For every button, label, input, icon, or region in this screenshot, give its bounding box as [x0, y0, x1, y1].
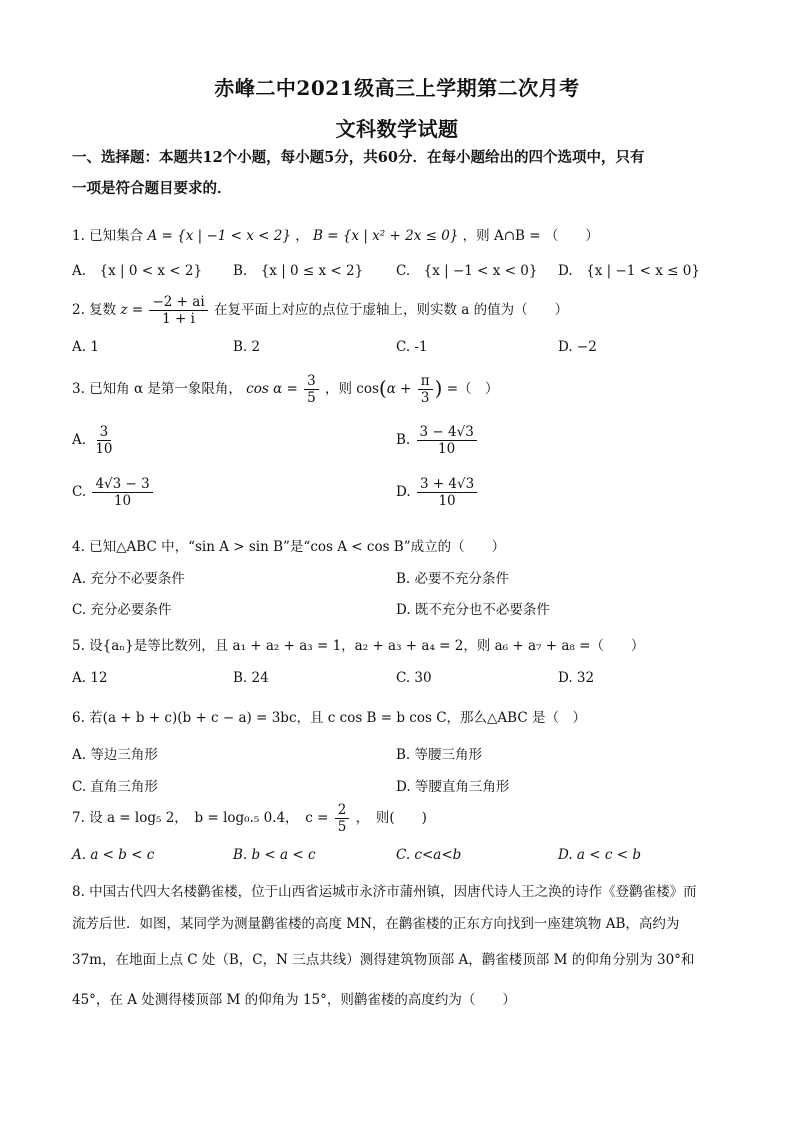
question-3-stem [72, 373, 732, 406]
q1-separator: ， [295, 228, 309, 244]
q4-option-c: C. 充分必要条件 [72, 602, 172, 618]
q3-option-a-den: 10 [95, 441, 113, 458]
q3-option-c-den: 10 [113, 493, 132, 510]
q3-pi: π [418, 373, 433, 390]
q2-option-b: B. 2 [233, 339, 261, 355]
q1-option-b: B. {x | 0 ≤ x < 2} [233, 263, 364, 279]
q3-option-a-num: 3 [97, 424, 112, 441]
q7-option-c: C. c<a<b [396, 847, 462, 863]
q7-fraction [335, 802, 350, 835]
q3-stem-b: ，则 [325, 381, 352, 398]
q1-option-c: C. {x | −1 < x < 0} [396, 263, 538, 279]
q3-option-c-fraction [92, 476, 152, 509]
question-1-stem [72, 224, 732, 244]
q2-fraction [149, 294, 207, 327]
q3-inner: α + [386, 381, 412, 398]
q3-option-a [72, 424, 118, 457]
q3-fraction [304, 373, 319, 406]
q7-numerator: 2 [335, 802, 350, 819]
q1-stem-b: ，则 A∩B = （ ） [462, 228, 599, 244]
q1-option-d: D. {x | −1 < x ≤ 0} [558, 263, 700, 279]
q3-option-d-fraction [417, 476, 477, 509]
q3-left-paren: ( [378, 376, 387, 401]
q3-right-paren: ) [434, 376, 443, 401]
q4-option-d: D. 既不充分也不必要条件 [396, 602, 550, 618]
question-8-line-1: 8. 中国古代四大名楼鹳雀楼，位于山西省运城市永济市蒲州镇，因唐代诗人王之涣的诗作《登鹳雀楼》而 [72, 884, 697, 900]
q3-option-b-label: B. [396, 432, 411, 449]
q3-cos-alpha: cos α = [246, 381, 298, 398]
question-6-stem: 6. 若(a + b + c)(b + c − a) = 3bc，且 c cos B = b cos C，那么△ABC 是（ ） [72, 710, 586, 726]
q2-option-c: C. -1 [396, 339, 428, 355]
q3-option-b-fraction [417, 424, 477, 457]
section-heading-line2: 一项是符合题目要求的． [72, 180, 232, 197]
q7-stem-a: 7. 设 a = log₅ 2 [72, 810, 175, 827]
q7-stem-b: ， b = log₀.₅ 0.4， c = [174, 810, 329, 827]
q5-option-d: D. 32 [558, 670, 595, 686]
q5-option-c: C. 30 [396, 670, 432, 686]
q4-option-a: A. 充分不必要条件 [72, 571, 185, 587]
q2-option-a: A. 1 [72, 339, 99, 355]
q2-stem-b: 在复平面上对应的点位于虚轴上，则实数 a 的值为（ ） [213, 302, 569, 319]
q2-z: z = [120, 302, 144, 319]
q3-option-d-den: 10 [438, 493, 456, 510]
q1-option-a: A. {x | 0 < x < 2} [72, 263, 203, 279]
q5-option-a: A. 12 [72, 670, 108, 686]
q7-option-b: B. b < a < c [233, 847, 316, 863]
q7-option-a: A. a < b < c [72, 847, 155, 863]
q3-option-d [396, 476, 479, 509]
q6-option-a: A. 等边三角形 [72, 747, 158, 763]
q3-option-c-label: C. [72, 484, 87, 501]
question-8-line-4: 45°，在 A 处测得楼顶部 M 的仰角为 15°，则鹳雀楼的高度约为（ ） [72, 992, 516, 1008]
q3-option-b-num: 3 − 4√3 [417, 424, 477, 441]
q1-set-b: B = {x | x² + 2x ≤ 0} [313, 228, 459, 244]
q3-numerator: 3 [304, 373, 319, 390]
q1-stem-a: 1. 已知集合 [72, 228, 144, 244]
exam-subtitle: 文科数学试题 [335, 117, 459, 141]
q1-set-a: A = {x | −1 < x < 2} [147, 228, 291, 244]
question-8-line-3: 37m，在地面上点 C 处（B，C，N 三点共线）测得建筑物顶部 A，鹳雀楼顶部 M 的仰角分别为 30°和 [72, 952, 695, 968]
q3-option-b-den: 10 [438, 441, 456, 458]
q3-option-a-fraction [92, 424, 115, 457]
question-5-stem: 5. 设{aₙ}是等比数列，且 a₁ + a₂ + a₃ = 1，a₂ + a₃ + a₄ = 2，则 a₆ + a₇ + a₈ =（ ） [72, 638, 645, 654]
q6-option-c: C. 直角三角形 [72, 779, 158, 795]
q6-option-b: B. 等腰三角形 [396, 747, 483, 763]
q3-option-d-num: 3 + 4√3 [417, 476, 477, 493]
q4-option-b: B. 必要不充分条件 [396, 571, 510, 587]
question-8-line-2: 流芳后世．如图，某同学为测量鹳雀楼的高度 MN，在鹳雀楼的正东方向找到一座建筑物 AB，高约为 [72, 916, 680, 932]
q2-stem-a: 2. 复数 [72, 302, 117, 319]
q3-pi-denominator: 3 [420, 390, 430, 407]
question-7-stem [72, 802, 732, 835]
q3-option-a-label: A. [72, 432, 87, 449]
question-4-stem: 4. 已知△ABC 中，“sin A > sin B”是“cos A < cos B”成立的（ ） [72, 539, 506, 555]
q7-option-d: D. a < c < b [558, 847, 641, 863]
section-heading-line1: 一、选择题：本题共12个小题，每小题5分，共60分．在每小题给出的四个选项中，只有 [72, 149, 645, 166]
exam-title: 赤峰二中2021级高三上学期第二次月考 [214, 76, 580, 100]
q3-pi-fraction [418, 373, 433, 406]
q3-stem-a: 3. 已知角 α 是第一象限角， [72, 381, 242, 398]
q3-option-b [396, 424, 479, 457]
q3-option-c-num: 4√3 − 3 [92, 476, 152, 493]
q3-cos: cos [356, 381, 379, 398]
question-2-stem [72, 294, 732, 327]
q3-option-d-label: D. [396, 484, 411, 501]
q3-denominator: 5 [307, 390, 316, 407]
q5-option-b: B. 24 [233, 670, 269, 686]
q3-option-c [72, 476, 155, 509]
q6-option-d: D. 等腰直角三角形 [396, 779, 510, 795]
q2-numerator: −2 + ai [149, 294, 207, 311]
q3-stem-c: =（ ） [446, 381, 499, 398]
q7-denominator: 5 [337, 819, 347, 836]
q7-stem-c: ， 则( ) [355, 810, 427, 827]
q2-option-d: D. −2 [558, 339, 597, 355]
q2-denominator: 1 + i [162, 311, 195, 328]
